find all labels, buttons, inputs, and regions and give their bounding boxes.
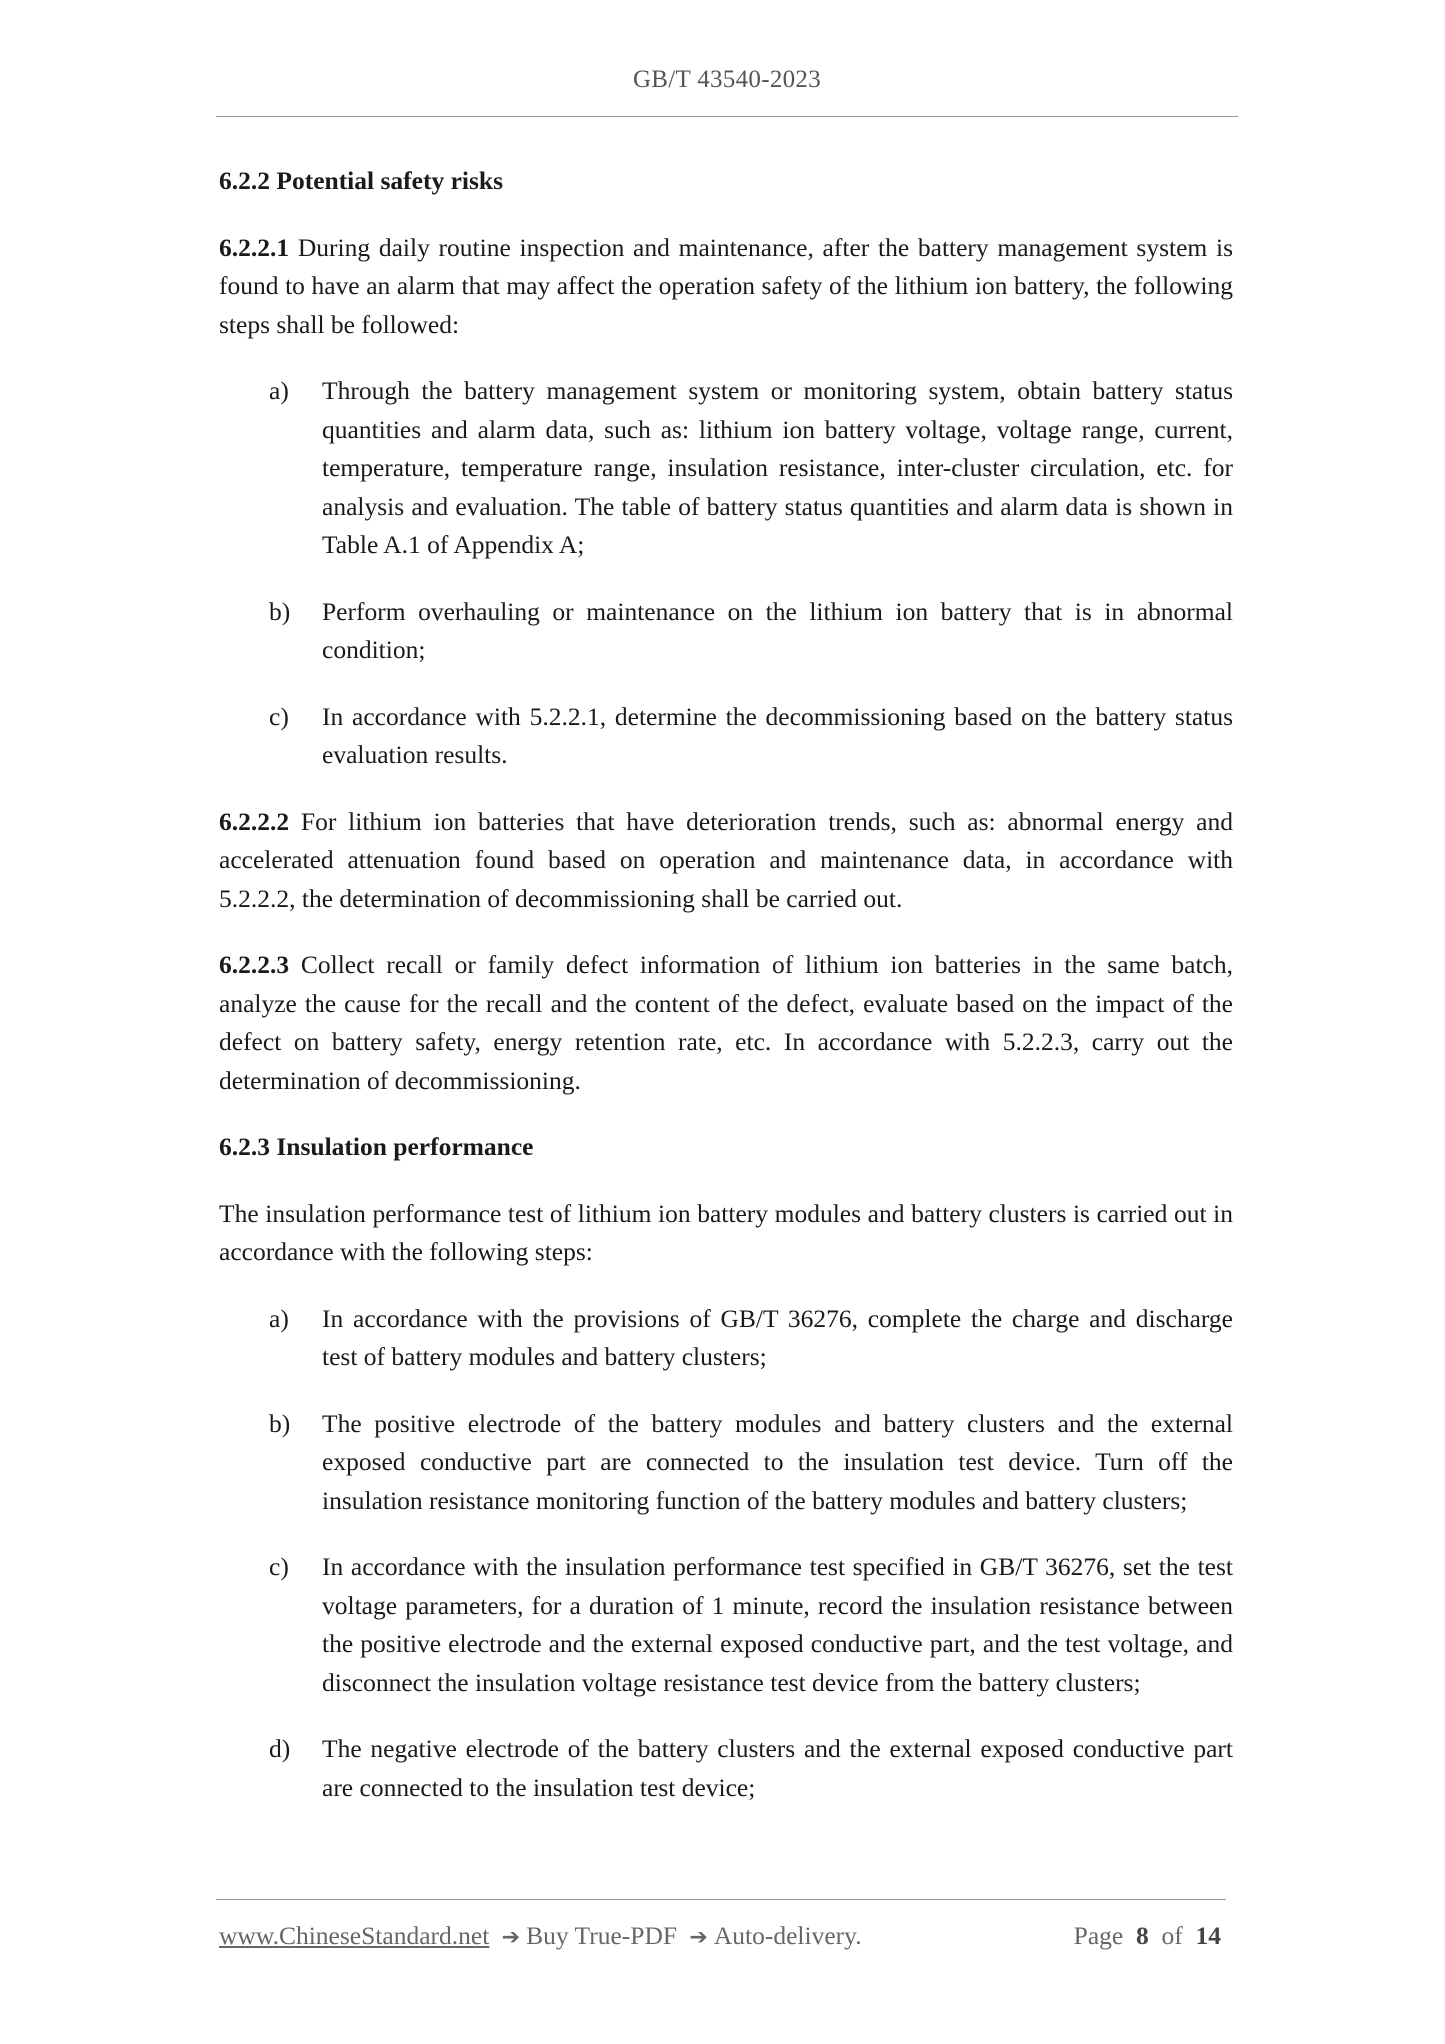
of-label: of (1161, 1921, 1183, 1950)
list-marker: b) (269, 596, 291, 626)
clause-6-2-2-3 (219, 946, 1233, 1100)
buy-pdf-text: Buy True-PDF (526, 1921, 678, 1950)
header-divider (216, 116, 1238, 117)
steps-list-6-2-3 (219, 1300, 1233, 1808)
page-counter (1074, 1921, 1221, 1951)
current-page-number: 8 (1136, 1921, 1149, 1950)
list-item-text: The negative electrode of the battery clusters and the external exposed conductive part are connected to the insulation test device; (322, 1734, 1233, 1802)
list-item-text: In accordance with the provisions of GB/T 36276, complete the charge and discharge test of battery modules and battery clusters; (322, 1303, 1233, 1371)
section-heading-6-2-3: 6.2.3 Insulation performance (219, 1132, 534, 1161)
list-marker: d) (269, 1734, 291, 1763)
list-item-d (219, 1730, 1233, 1807)
list-item-text: Through the battery management system or monitoring system, obtain battery status quantities and alarm data, such as: lithium ion battery voltage, voltage range, current, temperature, temperature range, insulation resistance, inter-cluster circulation, etc. for analysis and evaluation. The table of battery status quantities and alarm data is shown in Table A.1 of Appendix A; (322, 376, 1233, 559)
intro-paragraph-6-2-3: The insulation performance test of lithium ion battery modules and battery clusters is carried out in accordance with the following steps: (219, 1198, 1233, 1266)
steps-list-6-2-2-1 (219, 372, 1233, 775)
arrow-right-icon: ➔ (501, 1925, 521, 1950)
list-item-a (219, 372, 1233, 565)
clause-text: During daily routine inspection and maintenance, after the battery management system is found to have an alarm that may affect the operation safety of the lithium ion battery, the following steps shall be followed: (219, 232, 1233, 339)
list-marker: c) (269, 1552, 289, 1581)
section-heading-6-2-2: 6.2.2 Potential safety risks (219, 166, 504, 195)
clause-text: Collect recall or family defect information of lithium ion batteries in the same batch, analyze the cause for the recall and the content of the defect, evaluate based on the impact of the defect on battery safety, energy retention rate, etc. In accordance with 5.2.2.3, carry out the determination of decommissioning. (219, 950, 1233, 1095)
list-item-b (219, 593, 1233, 670)
list-item-b (219, 1405, 1233, 1521)
page-footer (219, 1921, 1221, 1951)
clause-number: 6.2.2.2 (219, 806, 290, 836)
footer-divider (216, 1899, 1226, 1900)
clause-6-2-2-1 (219, 229, 1233, 345)
page-label: Page (1073, 1921, 1124, 1950)
list-marker: c) (269, 701, 289, 731)
list-item-text: The positive electrode of the battery modules and battery clusters and the external exposed conductive part are connected to the insulation test device. Turn off the insulation resistance monitoring function of the battery modules and battery clusters; (322, 1408, 1233, 1515)
list-item-a (219, 1300, 1233, 1377)
list-item-c (219, 1548, 1233, 1702)
clause-number: 6.2.2.1 (219, 232, 290, 262)
list-item-text: Perform overhauling or maintenance on the lithium ion battery that is in abnormal condition; (322, 596, 1233, 664)
list-marker: b) (269, 1408, 291, 1438)
list-marker: a) (269, 1303, 289, 1333)
list-item-text: In accordance with 5.2.2.1, determine the decommissioning based on the battery status evaluation results. (322, 701, 1233, 769)
auto-delivery-text: Auto-delivery. (713, 1921, 862, 1950)
list-item-c (219, 698, 1233, 775)
list-item-text: In accordance with the insulation performance test specified in GB/T 36276, set the test voltage parameters, for a duration of 1 minute, record the insulation resistance between the positive electrode and the external exposed conductive part, and the test voltage, and disconnect the insulation voltage resistance test device from the battery clusters; (322, 1552, 1233, 1697)
clause-text: For lithium ion batteries that have deterioration trends, such as: abnormal energy and accelerated attenuation found based on operation and maintenance data, in accordance with 5.2.2.2, the determination of decommissioning shall be carried out. (219, 806, 1233, 913)
footer-promo (219, 1921, 862, 1951)
site-link[interactable]: www.ChineseStandard.net (219, 1921, 490, 1950)
clause-6-2-2-2 (219, 803, 1233, 919)
document-header-title: GB/T 43540-2023 (632, 66, 822, 93)
total-pages-number: 14 (1195, 1921, 1221, 1950)
list-marker: a) (269, 376, 289, 405)
document-body (219, 162, 1233, 1835)
clause-number: 6.2.2.3 (219, 950, 290, 979)
arrow-right-icon: ➔ (689, 1925, 708, 1950)
